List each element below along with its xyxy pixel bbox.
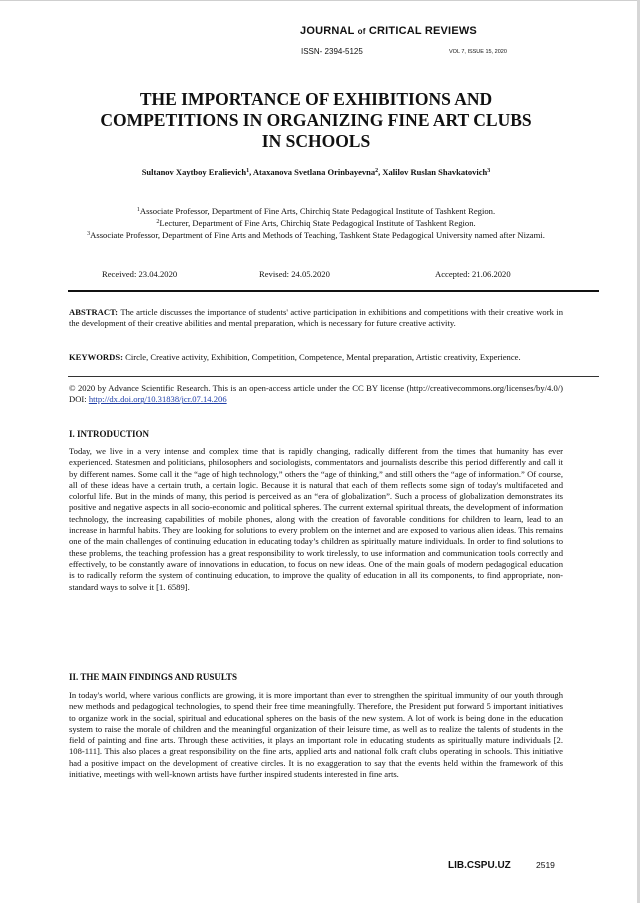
title-line: THE IMPORTANCE OF EXHIBITIONS AND [139, 89, 493, 109]
affiliation-item [40, 229, 592, 241]
author-name: Xalilov Ruslan Shavkatovich [382, 167, 488, 177]
affiliation-text: Lecturer, Department of Fine Arts, Chirchiq State Pedagogical Institute of Tashkent Region. [159, 218, 476, 228]
section-heading-introduction: I. INTRODUCTION [69, 429, 150, 439]
footer-site: LIB.CSPU.UZ [448, 860, 511, 871]
section-heading-findings: II. THE MAIN FINDINGS AND RUSULTS [69, 672, 238, 682]
keywords-text: Circle, Creative activity, Exhibition, Competition, Competence, Mental preparation, Artistic creativity, Experience. [125, 352, 521, 362]
abstract-label: ABSTRACT: [69, 307, 119, 317]
abstract-text: The article discusses the importance of students' active participation in exhibitions and competitions with their creative work in the development of their creative abilities and mental preparation, which is necessary for future creative activity. [69, 307, 563, 329]
author-list [40, 167, 592, 177]
affiliation-mark: 2 [156, 219, 160, 225]
volume-issue: VOL 7, ISSUE 15, 2020 [449, 49, 507, 55]
doi-link[interactable]: http://dx.doi.org/10.31838/jcr.07.14.206 [88, 394, 227, 405]
issn: ISSN- 2394-5125 [301, 47, 363, 56]
journal-title [300, 25, 560, 37]
title-line: COMPETITIONS IN ORGANIZING FINE ART CLUBS [100, 110, 532, 130]
findings-paragraph: In today's world, where various conflicts are growing, it is more important than ever to strengthen the spiritual immunity of our youth through new methods and pedagogical technologies, to spend their free time meaningfully. Therefore, the President put forward 5 important initiatives to organize work in the social, spiritual and educational spheres on the basis of the new system. A lot of work is being done in the education system to raise the morale of children and the meaningful organization of their leisure time, as well as to realize the talents of students in the field of painting and fine arts. Through these activities, it plays an important role in educating students as spiritually mature individuals [2. 108-111]. This also places a great responsibility on the fine arts, applied arts and national folk craft clubs operating in schools. This initiative had a positive impact on the development of creative circles. It is no exaggeration to say that the events held within the framework of this initiative, meetings with well-known artists have further inspired students interested in fine arts. [69, 690, 563, 780]
affiliation-item [40, 205, 592, 217]
received-date: Received: 23.04.2020 [102, 269, 178, 279]
top-divider [68, 290, 599, 292]
keywords [69, 352, 563, 363]
page-number: 2519 [536, 860, 555, 870]
affiliation-text: Associate Professor, Department of Fine Arts and Methods of Teaching, Tashkent State Pedagogical University named after Nizami. [90, 230, 545, 240]
keywords-divider [68, 376, 599, 377]
license-notice [69, 383, 563, 406]
author-separator: , [249, 167, 253, 177]
paper-title [40, 89, 592, 152]
author-mark: 3 [487, 168, 491, 174]
journal-title-rest: CRITICAL REVIEWS [368, 25, 477, 37]
journal-title-of: of [357, 27, 366, 36]
license-text: © 2020 by Advance Scientific Research. This is an open-access article under the CC BY license (http://creativecommons.org/licenses/by/4.0/) DOI: [69, 383, 563, 405]
author-separator: , [378, 167, 383, 177]
affiliations [40, 205, 592, 241]
introduction-paragraph: Today, we live in a very intense and complex time that is rapidly changing, radically different from the times that humanity has ever experienced. Statesmen and politicians, philosophers and sociologists, commentators and journalists describe this period differently and call it by different names. Some call it the “age of high technology,” others the “age of thinking,” and still others the “age of information.” Of course, all of these ideas have a certain truth, a certain logic. Because it is natural that each of them reflects some sign of today's multifaceted and colorful life. But in the minds of many, this period is perceived as an “era of globalization”. Such a process of globalization demonstrates its positive and negative aspects in all socio-economic and political spheres. The current external spiritual threats, the development of information technology, the increasing capabilities of mobile phones, along with the creation of favorable conditions for children to learn, lead to an increase in harmful habits. They are looking for solutions to every problem on the internet and are exposed to various alien ideas. This remains one of the main challenges of continuing education in educating today’s children as spiritually mature individuals. In order to find solutions to these problems, the teaching profession has a great responsibility to work tirelessly, to use information and communication tools correctly and effectively, to be constantly aware of innovations in education, to focus on new ideas. One of the main goals of modern pedagogical education is to radically reform the system of continuing education, to improve the quality of education in all its components, to find appropriate, non-standard ways to solve it [1. 6589]. [69, 446, 563, 592]
page-top-edge [0, 0, 640, 1]
keywords-label: KEYWORDS: [69, 352, 123, 362]
abstract [69, 307, 563, 330]
author-name: Ataxanova Svetlana Orinbayevna [252, 167, 376, 177]
accepted-date: Accepted: 21.06.2020 [435, 269, 511, 279]
affiliation-item [40, 217, 592, 229]
affiliation-mark: 1 [136, 207, 140, 213]
author-name: Sultanov Xaytboy Eralievich [141, 167, 247, 177]
affiliation-mark: 3 [87, 231, 91, 237]
journal-title-main: JOURNAL [300, 25, 355, 37]
author-mark: 2 [375, 168, 379, 174]
author-mark: 1 [246, 168, 250, 174]
affiliation-text: Associate Professor, Department of Fine Arts, Chirchiq State Pedagogical Institute of Tashkent Region. [139, 206, 496, 216]
title-line: IN SCHOOLS [261, 131, 371, 151]
revised-date: Revised: 24.05.2020 [259, 269, 330, 279]
